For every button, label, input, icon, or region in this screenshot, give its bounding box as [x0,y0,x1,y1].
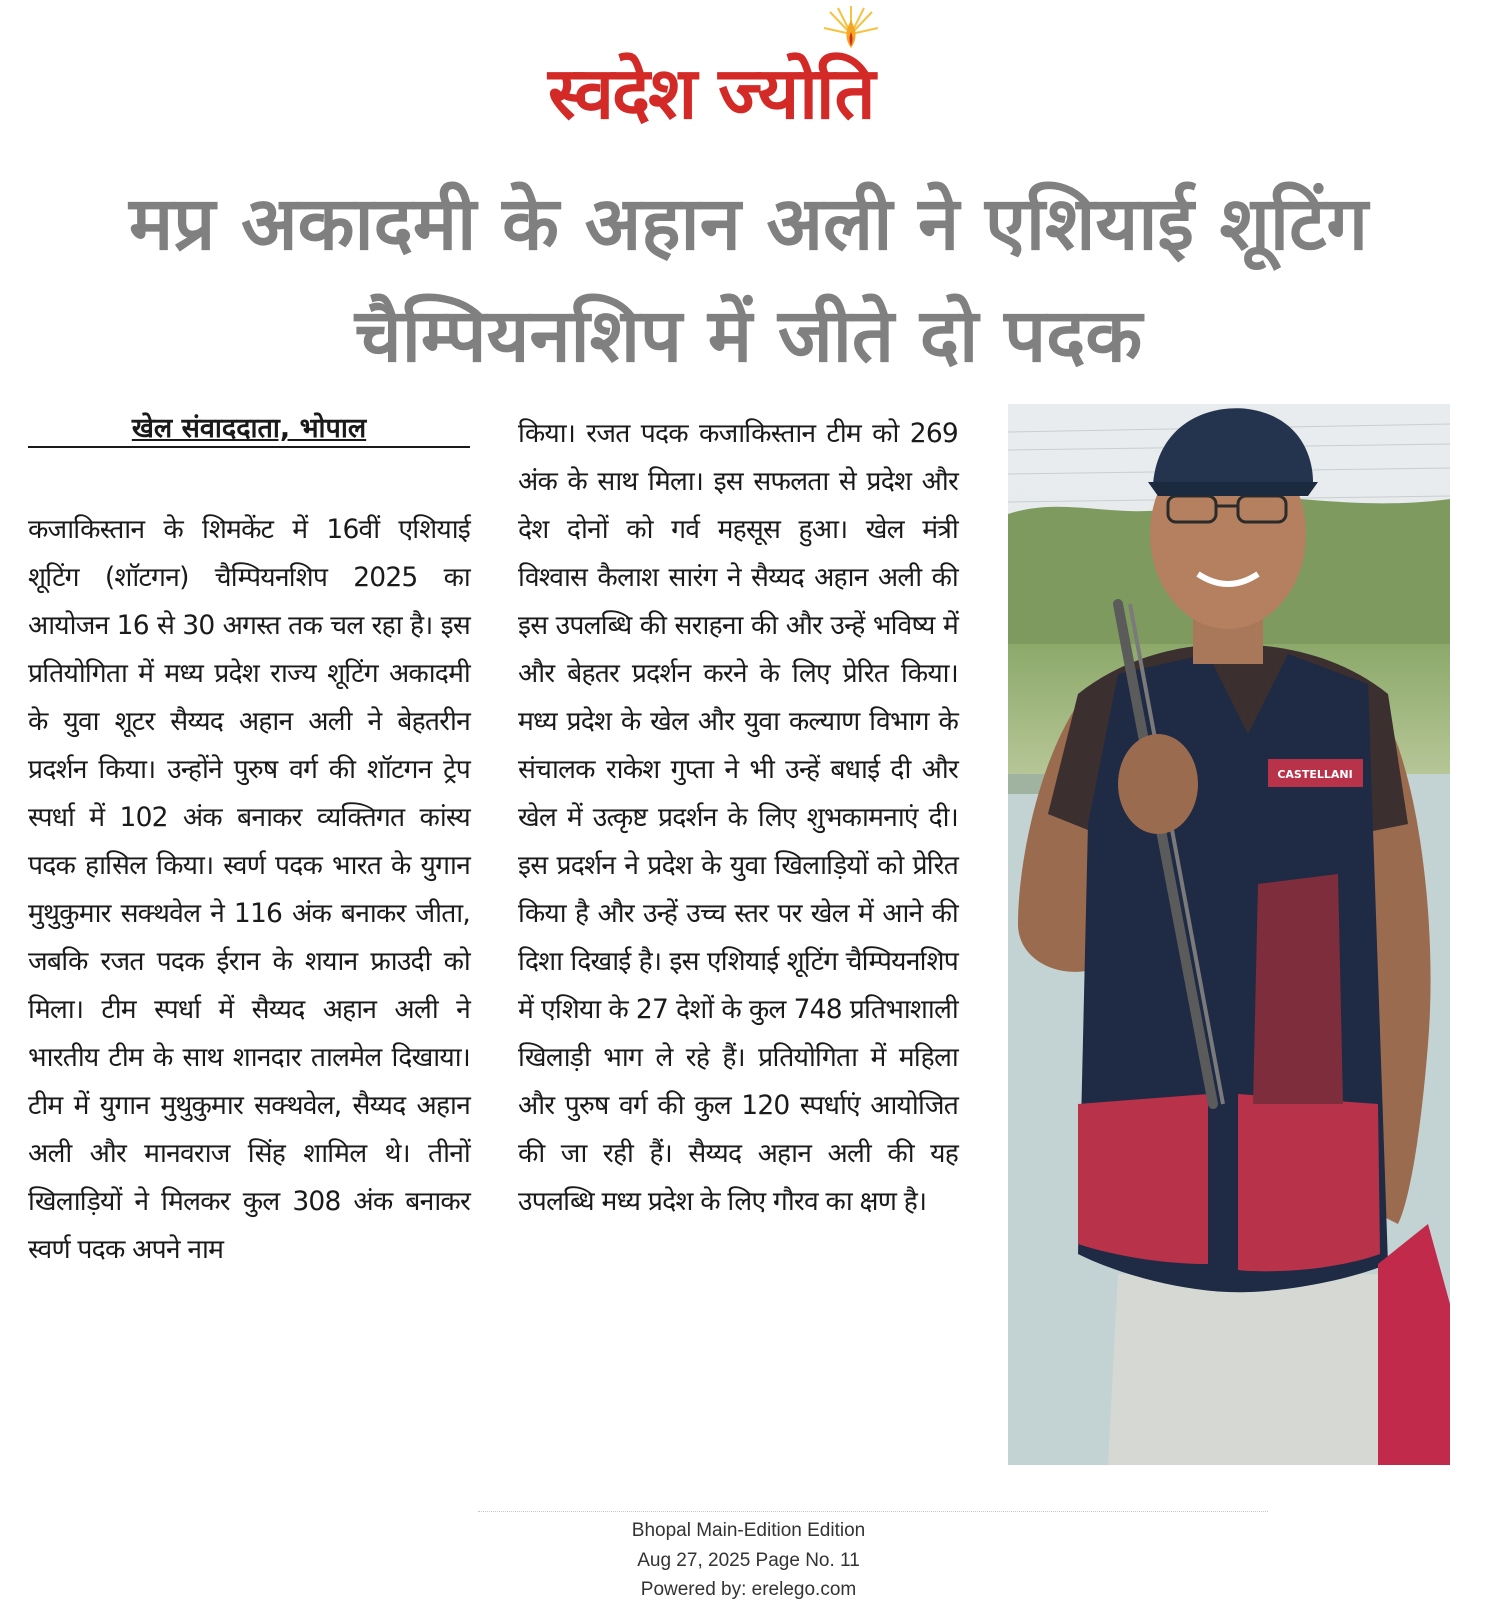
footer-edition: Bhopal Main-Edition Edition [631,1520,866,1541]
athlete-photo [1008,404,1450,1465]
article-column-2: किया। रजत पदक कजाकिस्तान टीम को 269 अंक के साथ मिला। इस सफलता से प्रदेश और देश दोनों को गर्व महसूस हुआ। खेल मंत्री विश्वास कैलाश सारंग ने सैय्यद अहान अली की इस उपलब्धि की सराहना की और उन्हें भविष्य में और बेहतर प्रदर्शन करने के लिए प्रेरित किया। मध्य प्रदेश के खेल और युवा कल्याण विभाग के संचालक राकेश गुप्ता ने भी उन्हें बधाई दी और खेल में उत्कृष्ट प्रदर्शन के लिए शुभकामनाएं दी। इस प्रदर्शन ने प्रदेश के युवा खिलाड़ियों को प्रेरित किया है और उन्हें उच्च स्तर पर खेल में आने की दिशा दिखाई है। इस एशियाई शूटिंग चैम्पियनशिप में एशिया के 27 देशों के कुल 748 प्रतिभाशाली खिलाड़ी भाग ले रहे हैं। प्रतियोगिता में महिला और पुरुष वर्ग की कुल 120 स्पर्धाएं आयोजित की जा रही हैं। सैय्यद अहान अली की यह उपलब्धि मध्य प्रदेश के लिए गौरव का क्षण है। [518,418,958,1217]
vest-brand-label: CASTELLANI [1277,768,1353,781]
newspaper-name: स्वदेश ज्योति [548,50,874,135]
newspaper-masthead [0,0,1497,150]
footer-powered-by: Powered by: erelego.com [640,1579,857,1600]
byline: खेल संवाददाता, भोपाल [131,413,367,444]
article-column-1: कजाकिस्तान के शिमकेंट में 16वीं एशियाई शूटिंग (शॉटगन) चैम्पियनशिप 2025 का आयोजन 16 से 30 अगस्त तक चल रहा है। इस प्रतियोगिता में मध्य प्रदेश राज्य शूटिंग अकादमी के युवा शूटर सैय्यद अहान अली ने बेहतरीन प्रदर्शन किया। उन्होंने पुरुष वर्ग की शॉटगन ट्रेप स्पर्धा में 102 अंक बनाकर व्यक्तिगत कांस्य पदक हासिल किया। स्वर्ण पदक भारत के युगान मुथुकुमार सक्थवेल ने 116 अंक बनाकर जीता, जबकि रजत पदक ईरान के शयान फ्राउदी को मिला। टीम स्पर्धा में सैय्यद अहान अली ने भारतीय टीम के साथ शानदार तालमेल दिखाया। टीम में युगान मुथुकुमार सक्थवेल, सैय्यद अहान अली और मानवराज सिंह शामिल थे। तीनों खिलाड़ियों ने मिलकर कुल 308 अंक बनाकर स्वर्ण पदक अपने नाम [28,514,470,1265]
article-headline: मप्र अकादमी के अहान अली ने एशियाई शूटिंग चैम्पियनशिप में जीते दो पदक [128,181,1369,379]
athlete-photo-illustration [1008,404,1450,1465]
footer-date-page: Aug 27, 2025 Page No. 11 [637,1550,860,1571]
byline-rule [28,446,470,448]
footer-rule [478,1511,1268,1512]
